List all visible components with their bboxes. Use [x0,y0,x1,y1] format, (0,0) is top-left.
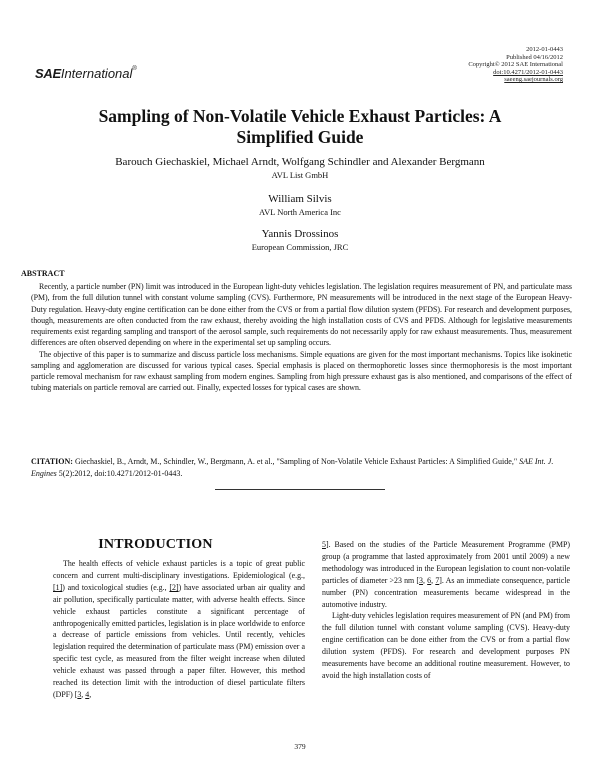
abstract-heading: ABSTRACT [21,269,65,278]
section-heading-introduction: INTRODUCTION [98,537,213,552]
body-paragraph: Light-duty vehicles legislation requires measurement of PN (and PM) from the full dilution tunnel with constant volume sampling (CVS). Heavy-duty engine certification can be done either from the CVS or from a partial flow dilution system (PFDS). For research and development purposes PN measurements have become an additional routine measurement. However, to avoid the high installation costs of [322,611,570,680]
author-affiliation: AVL North America Inc [259,207,341,217]
author-affiliation: European Commission, JRC [251,242,349,252]
body-paragraph: 5]. Based on the studies of the Particle Measurement Programme (PMP) group (a programme that lasted approximately from 2001 until 2009) a new methodology was introduced in the European legislation to count non-volatile particles of diameter >23 nm [3, 6, 7]. As an immediate consequence, particle number (PN) concentration measurements became widespread in the automotive industry. [322,540,570,609]
reference-link[interactable]: [2] [169,582,179,592]
author-names: William Silvis [268,193,332,205]
author-affiliation: AVL List GmbH [271,170,329,180]
author-block-2 [0,193,600,219]
reference-link[interactable]: 3 [77,689,82,699]
paper-number: 2012-01-0443 [526,46,563,53]
published-date: Published 04/16/2012 [506,53,563,61]
author-block-3 [0,228,600,254]
reference-link[interactable]: 7 [435,575,440,585]
page-number: 379 [294,742,306,751]
site-link[interactable]: saeeng.saejournals.org [504,76,563,84]
reference-link[interactable]: 4 [85,689,90,699]
sae-logo: SAEInternational® [35,66,137,81]
author-names: Barouch Giechaskiel, Michael Arndt, Wolfgang Schindler and Alexander Bergmann [115,156,485,168]
divider [215,489,385,490]
left-column [53,558,305,701]
abstract-body [31,281,572,394]
abstract-paragraph: The objective of this paper is to summarize and discuss particle loss mechanisms. Simple equations are given for the most important mechanisms. Topics like isokinetic sampling and agglomeration are discussed for various typical cases. Special emphasis is placed on thermophoretic losses since thermophoresis is the most important particle removal mechanism for raw exhaust sampling from modern engines. Sampling from high pressure exhaust gas is also mentioned, and comparisons of the effect of tubing materials on particle removal are carried out. Finally, expected losses for typical cases are shown. [31,349,572,393]
reference-link[interactable]: 5 [322,540,326,549]
copyright: Copyright© 2012 SAE International [468,61,563,69]
reference-link[interactable]: 6 [427,575,432,585]
reference-link[interactable]: 3 [419,575,423,585]
paper-title: Sampling of Non-Volatile Vehicle Exhaust Particles: A Simplified Guide [98,106,502,147]
abstract-paragraph: Recently, a particle number (PN) limit was introduced in the European light-duty vehicles legislation. The legislation requires measurement of PN, and particulate mass (PM), from the full dilution tunnel with constant volume sampling (CVS). Furthermore, PN measurements will be introduced in the next stage of the European Heavy-Duty regulation. Heavy-duty engine certification can be done either from the CVS or from a partial flow dilution system (PFDS). For research and development purposes, though, measurements are often conducted from the raw exhaust, thereby avoiding the high installation costs of CVS and PFDS. Although for legislative measurements requirements exist regarding sampling and transport of the aerosol sample, such requirements do not necessarily apply for raw exhaust measurements. Thus, measurement differences are often observed depending on where in the experimental set up sampling occurs. [31,282,572,348]
right-column [322,539,570,682]
author-names: Yannis Drossinos [261,228,339,240]
doi-link[interactable]: doi:10.4271/2012-01-0443 [493,68,563,76]
body-paragraph: The health effects of vehicle exhaust particles is a topic of great public concern and current multi-disciplinary investigations. Epidemiological (e.g., [1]) and toxicological studies (e.g., [2]) have associated urban air quality and air pollution, specifically particulate matter, with adverse health effects. Since vehicle exhaust particles constitute a significant percentage of anthropogenically emitted particles, legislation is in place worldwide to enforce a decrease of particle emissions from vehicles. Until recently, vehicles legislation required the determination of particulate mass (PM) emission over a specific test cycle, as measured from the filter weight increase when diluted vehicle exhaust was passed through a paper filter. However, this method reached its detection limit with the introduction of diesel particulate filters (DPF) [3, 4, [53,559,305,699]
citation: CITATION: Giechaskiel, B., Arndt, M., Schindler, W., Bergmann, A. et al., "Sampling of Non-Volatile Vehicle Exhaust Particles: A Simplified Guide," SAE Int. J. Engines 5(2):2012, doi:10.4271/2012-01-0443. [31,457,554,478]
author-block-1 [0,156,600,182]
reference-link[interactable]: [1] [53,582,63,592]
paper-metadata [468,46,563,84]
